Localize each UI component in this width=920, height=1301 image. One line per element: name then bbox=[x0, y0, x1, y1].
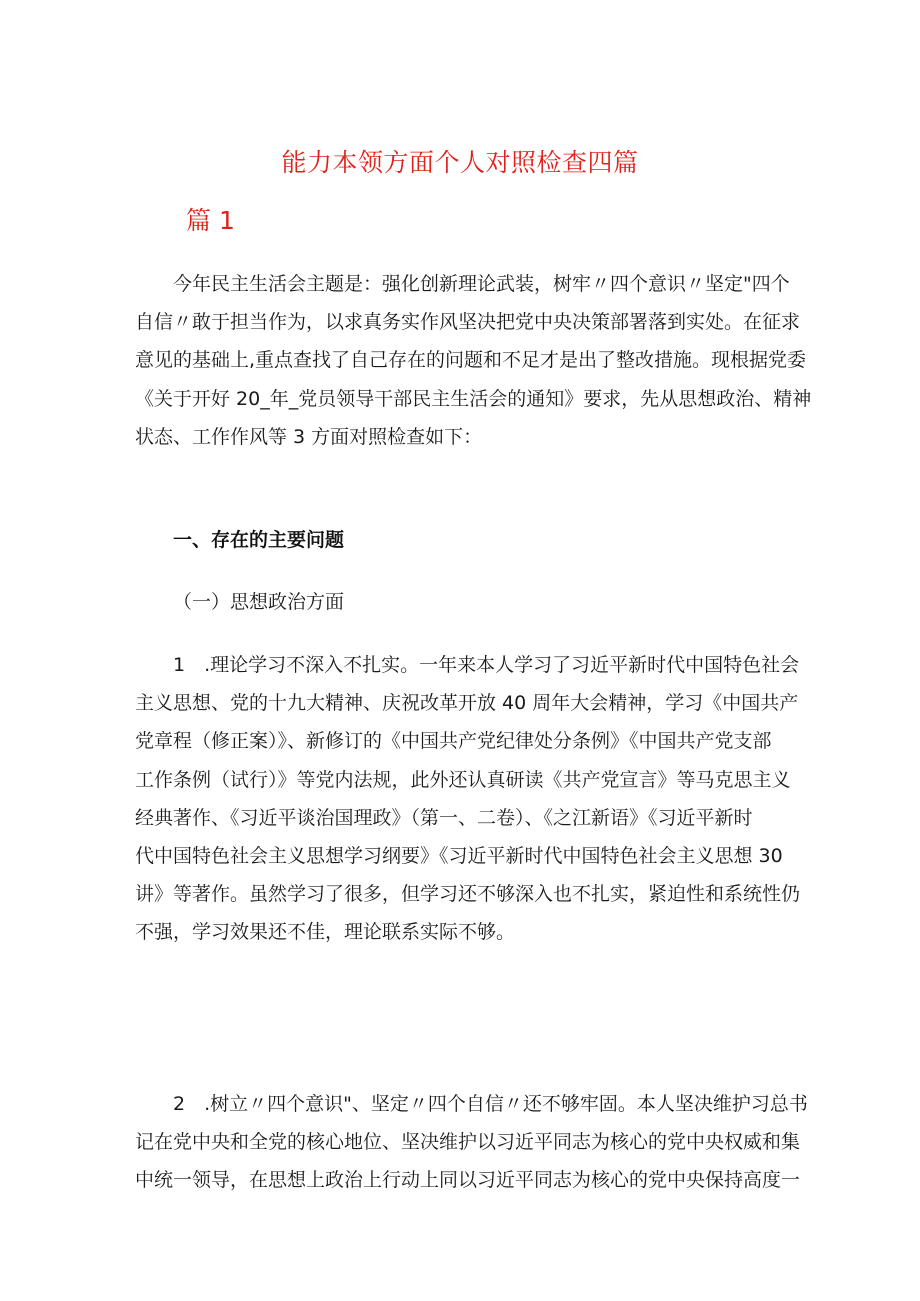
section-heading: 一、存在的主要问题 bbox=[173, 529, 345, 551]
chapter-label: 篇 1 bbox=[186, 206, 235, 235]
intro-line: 状态、工作作风等 3 方面对照检查如下： bbox=[135, 425, 483, 448]
sub-heading: （一）思想政治方面 bbox=[173, 591, 345, 613]
intro-line: 自信〃敢于担当作为，以求真务实作风坚决把党中央决策部署落到实处。在征求 bbox=[135, 311, 801, 334]
item1-line: 工作条例（试行）》等党内法规，此外还认真研读《共产党宣言》等马克思主义 bbox=[135, 768, 791, 791]
item2-line: 记在党中央和全党的核心地位、坚决维护以习近平同志为核心的党中央权威和集 bbox=[135, 1131, 801, 1154]
intro-line: 意见的基础上,重点查找了自己存在的问题和不足才是出了整改措施。现根据党委 bbox=[135, 349, 807, 372]
document-title: 能力本领方面个人对照检查四篇 bbox=[281, 148, 639, 177]
item1-line: 1 .理论学习不深入不扎实。一年来本人学习了习近平新时代中国特色社会 bbox=[173, 654, 800, 676]
item1-line: 代中国特色社会主义思想学习纲要》《习近平新时代中国特色社会主义思想 30 bbox=[135, 845, 783, 868]
item1-line: 主义思想、党的十九大精神、庆祝改革开放 40 周年大会精神，学习《中国共产 bbox=[135, 692, 799, 715]
item1-line: 不强，学习效果还不佳，理论联系实际不够。 bbox=[135, 921, 516, 944]
item2-line: 中统一领导，在思想上政治上行动上同以习近平同志为核心的党中央保持高度一 bbox=[135, 1169, 801, 1192]
item1-line: 经典著作、《习近平谈治国理政》（第一、二卷）、《之江新语》《习近平新时 bbox=[135, 806, 753, 829]
intro-line: 《关于开好 20_年_党员领导干部民主生活会的通知》要求，先从思想政治、精神 bbox=[135, 387, 812, 410]
intro-line: 今年民主生活会主题是：强化创新理论武装，树牢〃四个意识〃坚定"四个 bbox=[173, 273, 790, 295]
item2-line: 2 .树立〃四个意识"、坚定〃四个自信〃还不够牢固。本人坚决维护习总书 bbox=[173, 1093, 808, 1115]
intro-paragraph bbox=[135, 265, 812, 456]
item2-paragraph bbox=[135, 1085, 808, 1200]
item1-line: 党章程（修正案）》、新修订的《中国共产党纪律处分条例》《中国共产党支部 bbox=[135, 730, 772, 753]
item1-paragraph bbox=[135, 646, 801, 952]
item1-line: 讲》等著作。虽然学习了很多，但学习还不够深入也不扎实，紧迫性和系统性仍 bbox=[135, 883, 801, 906]
